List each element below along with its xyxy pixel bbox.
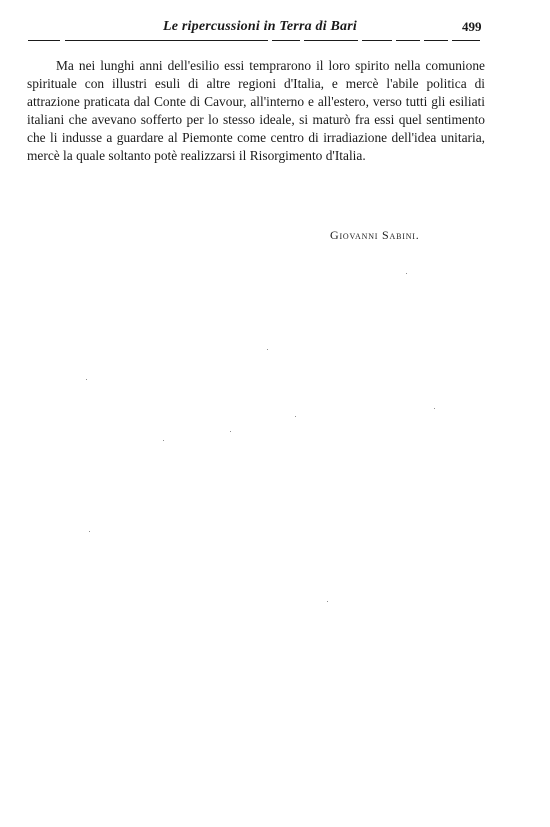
paper-speck [434,408,435,409]
paper-speck [295,416,296,417]
header-rule-gap [448,37,452,43]
header-rule-gap [392,37,396,43]
header-rule [28,40,480,41]
paper-speck [267,349,268,350]
author-signature: Giovanni Sabini. [330,228,420,242]
paper-speck [89,531,90,532]
running-title: Le ripercussioni in Terra di Bari [163,19,357,34]
paper-speck [163,440,164,441]
header-rule-gap [358,37,362,43]
header-rule-gap [420,37,424,43]
paper-speck [327,601,328,602]
running-head [0,0,550,50]
paper-speck [406,273,407,274]
paper-speck [86,379,87,380]
body-paragraph: Ma nei lunghi anni dell'esilio essi temprarono il loro spirito nella comunione spirituale con illustri esuli di altre regioni d'Italia, e mercè l'abile politica di attrazione praticata dal Conte di Cavour, all'interno e all'estero, verso tutti gli esiliati italiani che avevano sofferto per lo stesso ideale, si maturò fra essi quel sentimento che li indusse a guardare al Piemonte come centro di irradiazione dell'idea unitaria, mercè la quale soltanto potè realizzarsi il Risorgimento d'Italia. [27,58,485,164]
header-rule-gap [300,37,304,43]
header-rule-gap [268,37,272,43]
header-rule-gap [60,37,65,43]
page-number: 499 [462,19,482,34]
paper-speck [230,431,231,432]
